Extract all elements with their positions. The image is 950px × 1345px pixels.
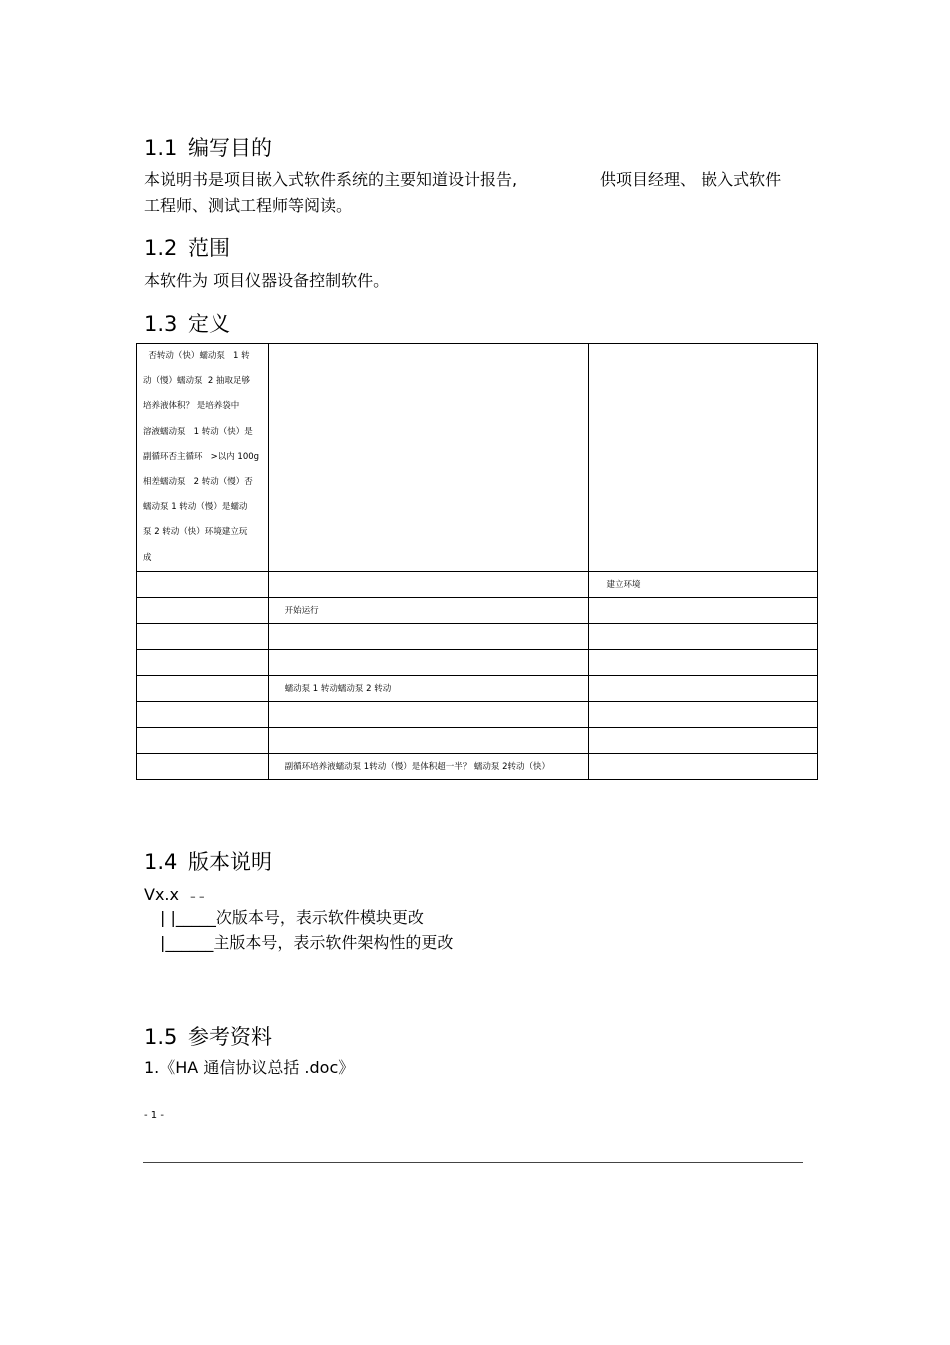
footer-rule [143,1162,803,1163]
heading-title: 参考资料 [188,1025,272,1049]
heading-1-4 [144,846,272,876]
paragraph-purpose-line1b [600,167,781,193]
table-cell [588,649,817,675]
text-segment: 供项目经理、 嵌入式软件 [600,170,782,189]
table-cell [137,597,269,623]
flow-text-lines [143,344,268,571]
table-cell [137,675,269,701]
flow-text-line: 蠕动泵 1 转动（慢）是蠕动 [143,502,248,513]
paragraph-purpose-line2: 工程师、测试工程师等阅读。 [144,196,353,215]
flow-text-line: 副循环否主循环 >以内 100g [143,451,260,462]
flow-text-line: 否转动（快）蠕动泵 1 转 [143,351,250,361]
table-row [137,753,818,779]
table-cell [588,701,817,727]
text-segment: 本说明书是项目嵌入式软件系统的主要知道设计报告, [144,170,518,189]
heading-title: 编写目的 [188,136,272,160]
heading-title: 定义 [188,312,230,336]
table-cell-pumps-rotate: 蠕动泵 1 转动蠕动泵 2 转动 [268,675,588,701]
table-row [137,571,818,597]
page-number: - 1 - [144,1110,164,1121]
table-row [137,727,818,753]
paragraph-purpose-line1 [144,167,517,193]
table-cell [588,344,817,572]
table-cell [588,597,817,623]
table-cell [137,571,269,597]
heading-1-2 [144,232,230,262]
heading-number: 1.2 [144,236,178,260]
table-cell [137,753,269,779]
flow-text-line: 成 [143,552,152,563]
heading-1-1 [144,132,272,162]
table-row [137,623,818,649]
table-cell [268,701,588,727]
table-cell [268,571,588,597]
version-marks: – – [190,890,205,903]
heading-number: 1.5 [144,1025,178,1049]
table-cell [137,649,269,675]
table-cell [268,623,588,649]
table-row [137,344,818,572]
flow-text-line: 泵 2 转动（快）环境建立玩 [143,527,248,538]
heading-1-3 [144,308,230,338]
table-row [137,701,818,727]
heading-number: 1.1 [144,136,178,160]
table-cell [588,753,817,779]
flow-text-line: 动（慢）蠕动泵 2 抽取足够 [143,376,251,387]
heading-number: 1.3 [144,312,178,336]
paragraph-scope: 本软件为 项目仪器设备控制软件。 [144,271,390,290]
flow-text-line: 培养液体积？ 是培养袋中 [143,401,240,412]
version-label: Vx.x [144,885,179,904]
table-cell-secondary-loop: 副循环培养液蠕动泵 1转动（慢）是体积超一半？ 蠕动泵 2转动（快） [268,753,588,779]
table-cell [137,727,269,753]
version-major-line: |______主版本号，表示软件架构性的更改 [160,933,454,952]
table-cell [137,623,269,649]
reference-item: 1.《HA 通信协议总括 .doc》 [144,1058,355,1077]
table-row [137,649,818,675]
flow-text-line: 溶液蠕动泵 1 转动（快）是 [143,426,253,437]
table-cell [588,727,817,753]
version-minor-line: | |_____次版本号，表示软件模块更改 [160,908,424,927]
definitions-table [136,343,818,780]
table-row [137,675,818,701]
table-cell [588,623,817,649]
table-cell-start-run: 开始运行 [268,597,588,623]
flow-text-line: 相差蠕动泵 2 转动（慢）否 [143,477,253,488]
table-cell [588,675,817,701]
table-cell [268,649,588,675]
table-cell [268,344,588,572]
table-cell-flow-text [137,344,269,572]
heading-title: 版本说明 [188,850,272,874]
heading-1-5 [144,1021,272,1051]
heading-title: 范围 [188,236,230,260]
heading-number: 1.4 [144,850,178,874]
table-cell [137,701,269,727]
table-cell-build-env: 建立环境 [588,571,817,597]
table-cell [268,727,588,753]
table-row [137,597,818,623]
